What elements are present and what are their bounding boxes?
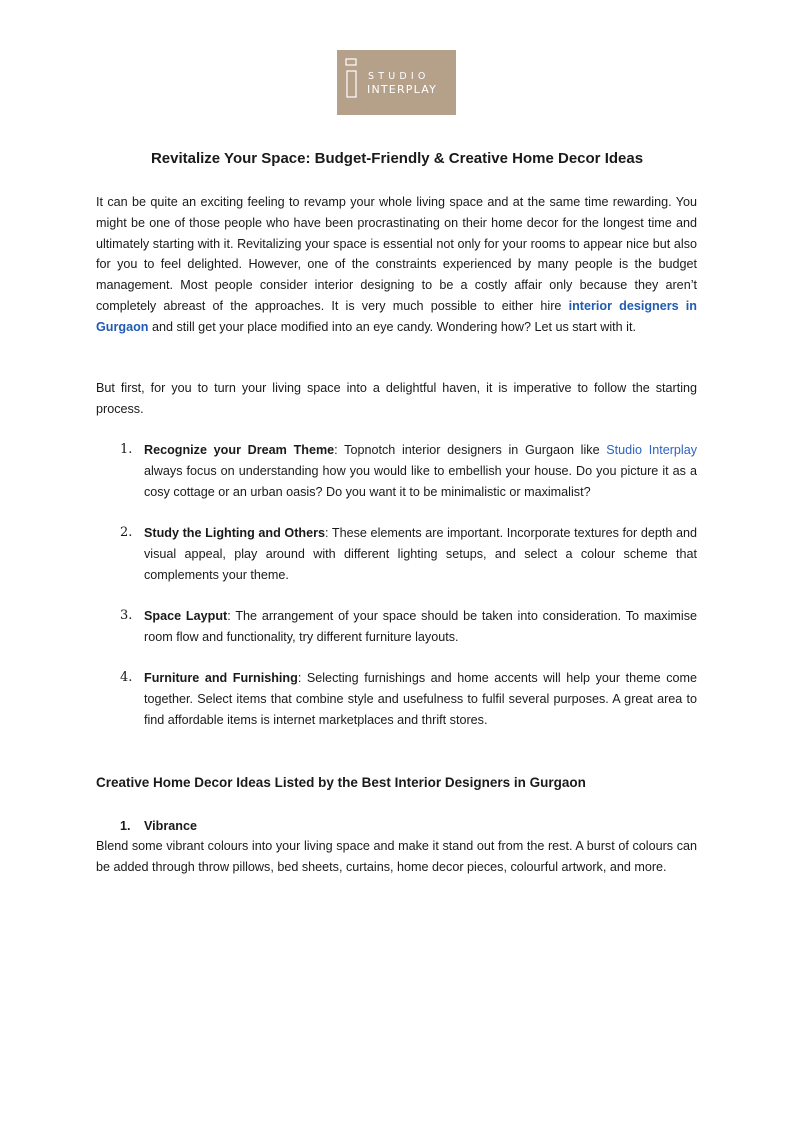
studio-interplay-logo xyxy=(337,50,456,115)
intro-paragraph xyxy=(96,192,697,338)
intro-text-end: and still get your place modified into an eye candy. Wondering how? Let us start with it. xyxy=(151,319,636,334)
studio-interplay-link[interactable]: Studio Interplay xyxy=(606,443,697,457)
logo-mark-icon xyxy=(345,58,361,98)
list-item-text-end: always focus on understanding how you would like to embellish your house. Do you picture it as a cosy cottage or an urban oasis? Do you want it to be minimalistic or maximalist? xyxy=(144,463,697,499)
list-item xyxy=(96,606,697,648)
intro-text-start: It can be quite an exciting feeling to revamp your whole living space and at the same time rewarding. You might be one of those people who have been procrastinating on their home decor for the longest time and ultimately starting with it. Revitalizing your space is essential not only for your rooms to appear nice but also for you to feel delighted. However, one of the constraints experienced by many people is the budget management. Most people consider interior designing to be a costly affair only because they aren’t completely abreast of the approaches. It is very much possible to either hire xyxy=(96,195,697,313)
list-item xyxy=(96,668,697,730)
list-number: 2. xyxy=(120,525,133,540)
list-item xyxy=(96,440,697,502)
page-title: Revitalize Your Space: Budget-Friendly & Creative Home Decor Ideas xyxy=(150,150,644,167)
sub-list-number: 1. xyxy=(120,819,131,833)
list-item-title: Space Layput xyxy=(144,609,228,623)
list-number: 3. xyxy=(120,608,133,623)
list-item xyxy=(96,523,697,585)
logo-line-1: STUDIO xyxy=(368,71,430,82)
list-item-text: : The arrangement of your space should be taken into consideration. To maximise room flow and functionality, try different furniture layouts. xyxy=(144,609,697,644)
list-number: 1. xyxy=(120,442,133,457)
section-heading: Creative Home Decor Ideas Listed by the Best Interior Designers in Gurgaon xyxy=(96,775,586,790)
logo-line-2: INTERPLAY xyxy=(367,83,437,96)
interior-designers-link[interactable]: interior designers in Gurgaon xyxy=(96,298,697,334)
vibrance-paragraph: Blend some vibrant colours into your living space and make it stand out from the rest. A burst of colours can be added through throw pillows, bed sheets, curtains, home decor pieces, colourful artwork, and more. xyxy=(96,839,697,874)
list-number: 4. xyxy=(120,670,133,685)
sub-list-item xyxy=(96,816,197,837)
list-item-title: Furniture and Furnishing xyxy=(144,671,298,685)
process-intro-paragraph: But first, for you to turn your living space into a delightful haven, it is imperative to follow the starting process. xyxy=(96,381,697,416)
list-item-text: : These elements are important. Incorporate textures for depth and visual appeal, play around with different lighting setups, and select a colour scheme that complements your theme. xyxy=(144,526,697,582)
list-item-text: : Selecting furnishings and home accents will help your theme come together. Select items that combine style and usefulness to fulfil several purposes. A great area to find affordable items is internet marketplaces and thrift stores. xyxy=(144,671,697,727)
list-item-title: Study the Lighting and Others xyxy=(144,526,326,540)
list-item-text-start: : Topnotch interior designers in Gurgaon like xyxy=(334,443,600,457)
sub-list-title: Vibrance xyxy=(144,819,197,833)
list-item-title: Recognize your Dream Theme xyxy=(144,443,335,457)
